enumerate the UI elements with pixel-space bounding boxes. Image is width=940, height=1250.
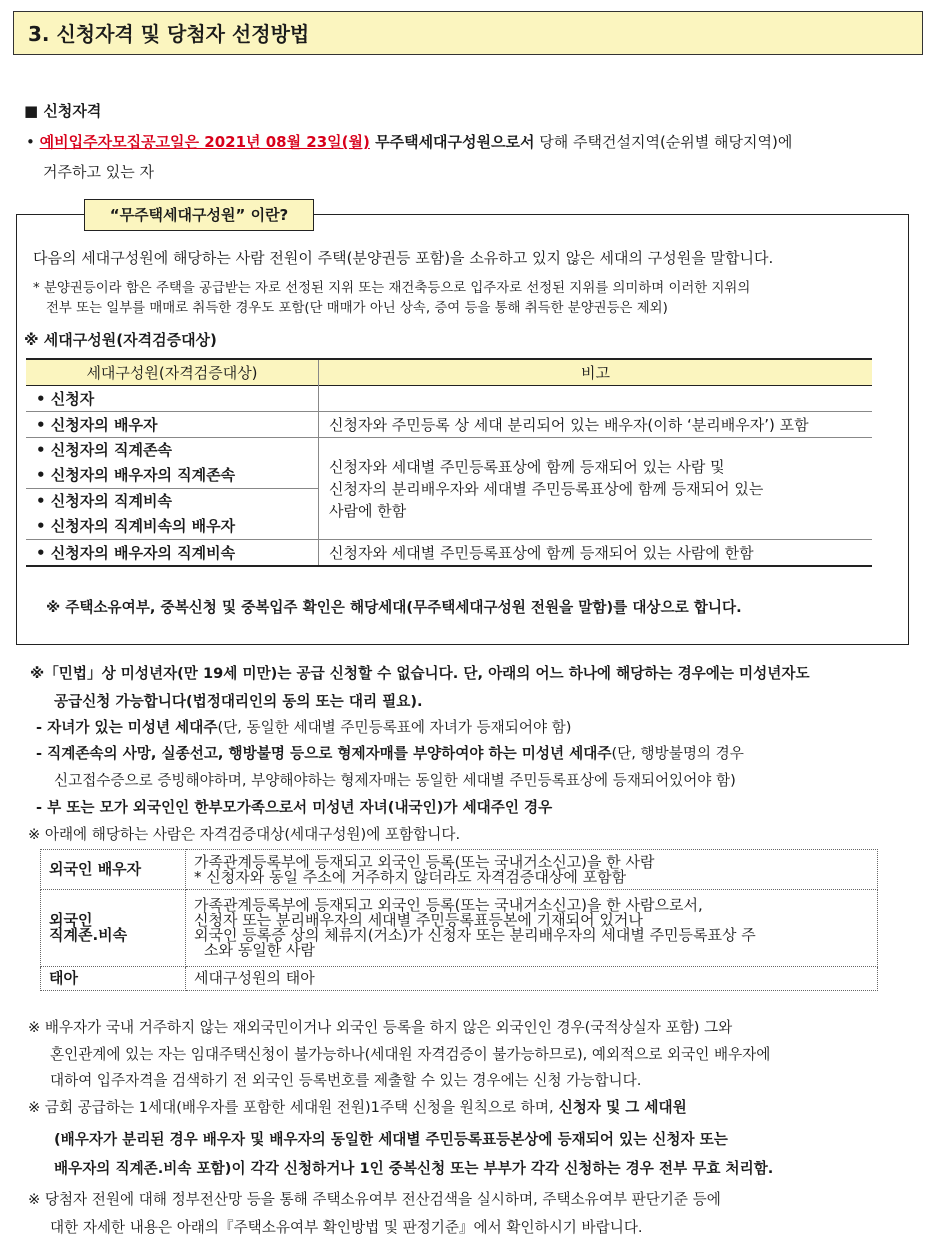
minor-item2-rest: (단, 행방불명의 경우 — [611, 745, 744, 762]
head-line: 직계존.비속 — [49, 926, 128, 944]
note1-line1: ※ 배우자가 국내 거주하지 않는 재외국민이거나 외국인 등록을 하지 않은 외국인인 경우(국적상실자 포함) 그와 — [28, 1019, 733, 1036]
note-cell — [319, 386, 873, 412]
note-line: 사람에 한함 — [329, 501, 407, 520]
detail-line: 소와 동일한 사람 — [204, 941, 315, 959]
definition-label: “무주택세대구성원” 이란? — [84, 199, 314, 231]
minor-item2 — [36, 742, 744, 763]
foreign-table — [40, 849, 878, 991]
note-cell: 신청자와 세대별 주민등록표상에 함께 등재되어 있는 사람에 한함 — [329, 544, 754, 562]
square-bullet-icon: ■ — [24, 102, 39, 120]
foreign-head-cell — [41, 890, 186, 967]
note2-line1-b: 신청자 및 그 세대원 — [553, 1099, 687, 1116]
definition-note-line1: * 분양권등이라 함은 주택을 공급받는 자로 선정된 지위 또는 재건축등으로 입주자로 선정된 지위를 의미하며 이러한 지위의 — [33, 281, 751, 296]
detail-line: * 신청자와 동일 주소에 거주하지 않더라도 자격검증대상에 포함함 — [194, 867, 627, 886]
head-line: 외국인 — [49, 911, 93, 929]
table-row — [26, 386, 872, 412]
note2-line1 — [28, 1096, 687, 1117]
qualification-heading-text: 신청자격 — [43, 102, 102, 120]
member-line: • 신청자의 직계비속 — [36, 492, 172, 510]
include-note: ※ 아래에 해당하는 사람은 자격검증대상(세대구성원)에 포함합니다. — [28, 826, 461, 843]
note-line: 신청자의 분리배우자와 세대별 주민등록표상에 함께 등재되어 있는 — [329, 479, 764, 498]
qualification-line2: 거주하고 있는 자 — [43, 163, 154, 181]
member-cell — [26, 489, 319, 540]
table-header-cell: 세대구성원(자격검증대상) — [26, 359, 319, 386]
minor-line2: 공급신청 가능합니다(법정대리인의 동의 또는 대리 필요). — [54, 693, 423, 710]
minor-item2-line2: 신고접수증으로 증빙해야하며, 부양해야하는 형제자매는 동일한 세대별 주민등록표상에 등재되어있어야 함) — [54, 772, 736, 789]
minor-item1-rest: (단, 동일한 세대별 주민등록표에 자녀가 등재되어야 함) — [217, 719, 572, 736]
member-table — [26, 358, 872, 567]
member-cell: • 신청자 — [26, 386, 319, 412]
qualification-bullet — [26, 131, 792, 152]
definition-note-line2: 전부 또는 일부를 매매로 취득한 경우도 포함(단 매매가 아닌 상속, 증여 등을 통해 취득한 분양권등은 제외) — [46, 301, 668, 316]
minor-item3: - 부 또는 모가 외국인인 한부모가족으로서 미성년 자녀(내국인)가 세대주인 경우 — [36, 799, 553, 816]
detail-line: 신청자 또는 분리배우자의 세대별 주민등록표등본에 기재되어 있거나 — [194, 911, 643, 929]
foreign-detail-cell — [186, 850, 878, 890]
note2-line1-a: ※ 금회 공급하는 1세대(배우자를 포함한 세대원 전원)1주택 신청을 원칙으로 하며, — [28, 1099, 554, 1116]
definition-subheading: ※ 세대구성원(자격검증대상) — [24, 331, 217, 349]
table-row — [41, 850, 878, 890]
member-line: • 신청자의 배우자의 직계존속 — [36, 466, 236, 484]
table-row — [41, 890, 878, 967]
minor-line1: ※「민법」상 미성년자(만 19세 미만)는 공급 신청할 수 없습니다. 단, 아래의 어느 하나에 해당하는 경우에는 미성년자도 — [30, 665, 810, 682]
member-cell: • 신청자의 배우자 — [26, 412, 319, 438]
qualification-bold: 무주택세대구성원으로서 — [369, 133, 535, 151]
member-cell — [26, 438, 319, 489]
foreign-head-cell: 태아 — [41, 967, 186, 991]
bullet-dot-icon: • — [26, 133, 35, 151]
table-header-row — [26, 359, 872, 386]
note3-line2: 대한 자세한 내용은 아래의『주택소유여부 확인방법 및 판정기준』에서 확인하시기 바랍니다. — [50, 1219, 643, 1236]
minor-item2-bold: - 직계존속의 사망, 실종선고, 행방불명 등으로 형제자매를 부양하여야 하는 미성년 세대주 — [36, 745, 612, 762]
announcement-date: 예비입주자모집공고일은 2021년 08월 23일(월) — [39, 133, 370, 151]
minor-item1 — [36, 716, 571, 737]
section-title: 3. 신청자격 및 당첨자 선정방법 — [13, 11, 923, 55]
member-cell: • 신청자의 배우자의 직계비속 — [26, 540, 319, 567]
foreign-head-cell: 외국인 배우자 — [41, 850, 186, 890]
qualification-rest: 당해 주택건설지역(순위별 해당지역)에 — [534, 133, 793, 151]
note3-line1: ※ 당첨자 전원에 대해 정부전산망 등을 통해 주택소유여부 전산검색을 실시하며, 주택소유여부 판단기준 등에 — [28, 1191, 721, 1208]
note1-line2: 혼인관계에 있는 자는 임대주택신청이 불가능하나(세대원 자격검증이 불가능하므로), 예외적으로 외국인 배우자에 — [50, 1046, 771, 1063]
minor-item1-bold: - 자녀가 있는 미성년 세대주 — [36, 719, 218, 736]
note-cell — [319, 438, 873, 540]
member-line: • 신청자의 직계존속 — [36, 441, 172, 459]
member-line: • 신청자의 직계비속의 배우자 — [36, 517, 236, 535]
detail-line: 가족관계등록부에 등재되고 외국인 등록(또는 국내거소신고)을 한 사람 — [194, 852, 655, 871]
table-row — [26, 438, 872, 489]
note2-line3: 배우자의 직계존.비속 포함)이 각각 신청하거나 1인 중복신청 또는 부부가 각각 신청하는 경우 전부 무효 처리함. — [54, 1160, 774, 1177]
qualification-heading — [24, 100, 101, 121]
detail-line: 가족관계등록부에 등재되고 외국인 등록(또는 국내거소신고)을 한 사람으로서, — [194, 896, 703, 914]
table-header-cell: 비고 — [581, 364, 610, 382]
foreign-detail-cell — [186, 890, 878, 967]
note-line: 신청자와 세대별 주민등록표상에 함께 등재되어 있는 사람 및 — [329, 457, 725, 476]
note-cell: 신청자와 주민등록 상 세대 분리되어 있는 배우자(이하 ‘분리배우자’) 포함 — [329, 416, 809, 434]
definition-text: 다음의 세대구성원에 해당하는 사람 전원이 주택(분양권등 포함)을 소유하고 있지 않은 세대의 구성원을 말합니다. — [33, 249, 774, 267]
definition-footer: ※ 주택소유여부, 중복신청 및 중복입주 확인은 해당세대(무주택세대구성원 전원을 말함)를 대상으로 합니다. — [46, 599, 742, 616]
table-row — [26, 412, 872, 438]
foreign-detail-cell: 세대구성원의 태아 — [186, 967, 878, 991]
detail-line: 외국인 등록증 상의 체류지(거소)가 신청자 또는 분리배우자의 세대별 주민등록표상 주 — [194, 926, 756, 944]
note1-line3: 대하여 입주자격을 검색하기 전 외국인 등록번호를 제출할 수 있는 경우에는 신청 가능합니다. — [50, 1072, 642, 1089]
table-row — [41, 967, 878, 991]
note2-line2: (배우자가 분리된 경우 배우자 및 배우자의 동일한 세대별 주민등록표등본상에 등재되어 있는 신청자 또는 — [54, 1131, 728, 1148]
table-row — [26, 540, 872, 567]
